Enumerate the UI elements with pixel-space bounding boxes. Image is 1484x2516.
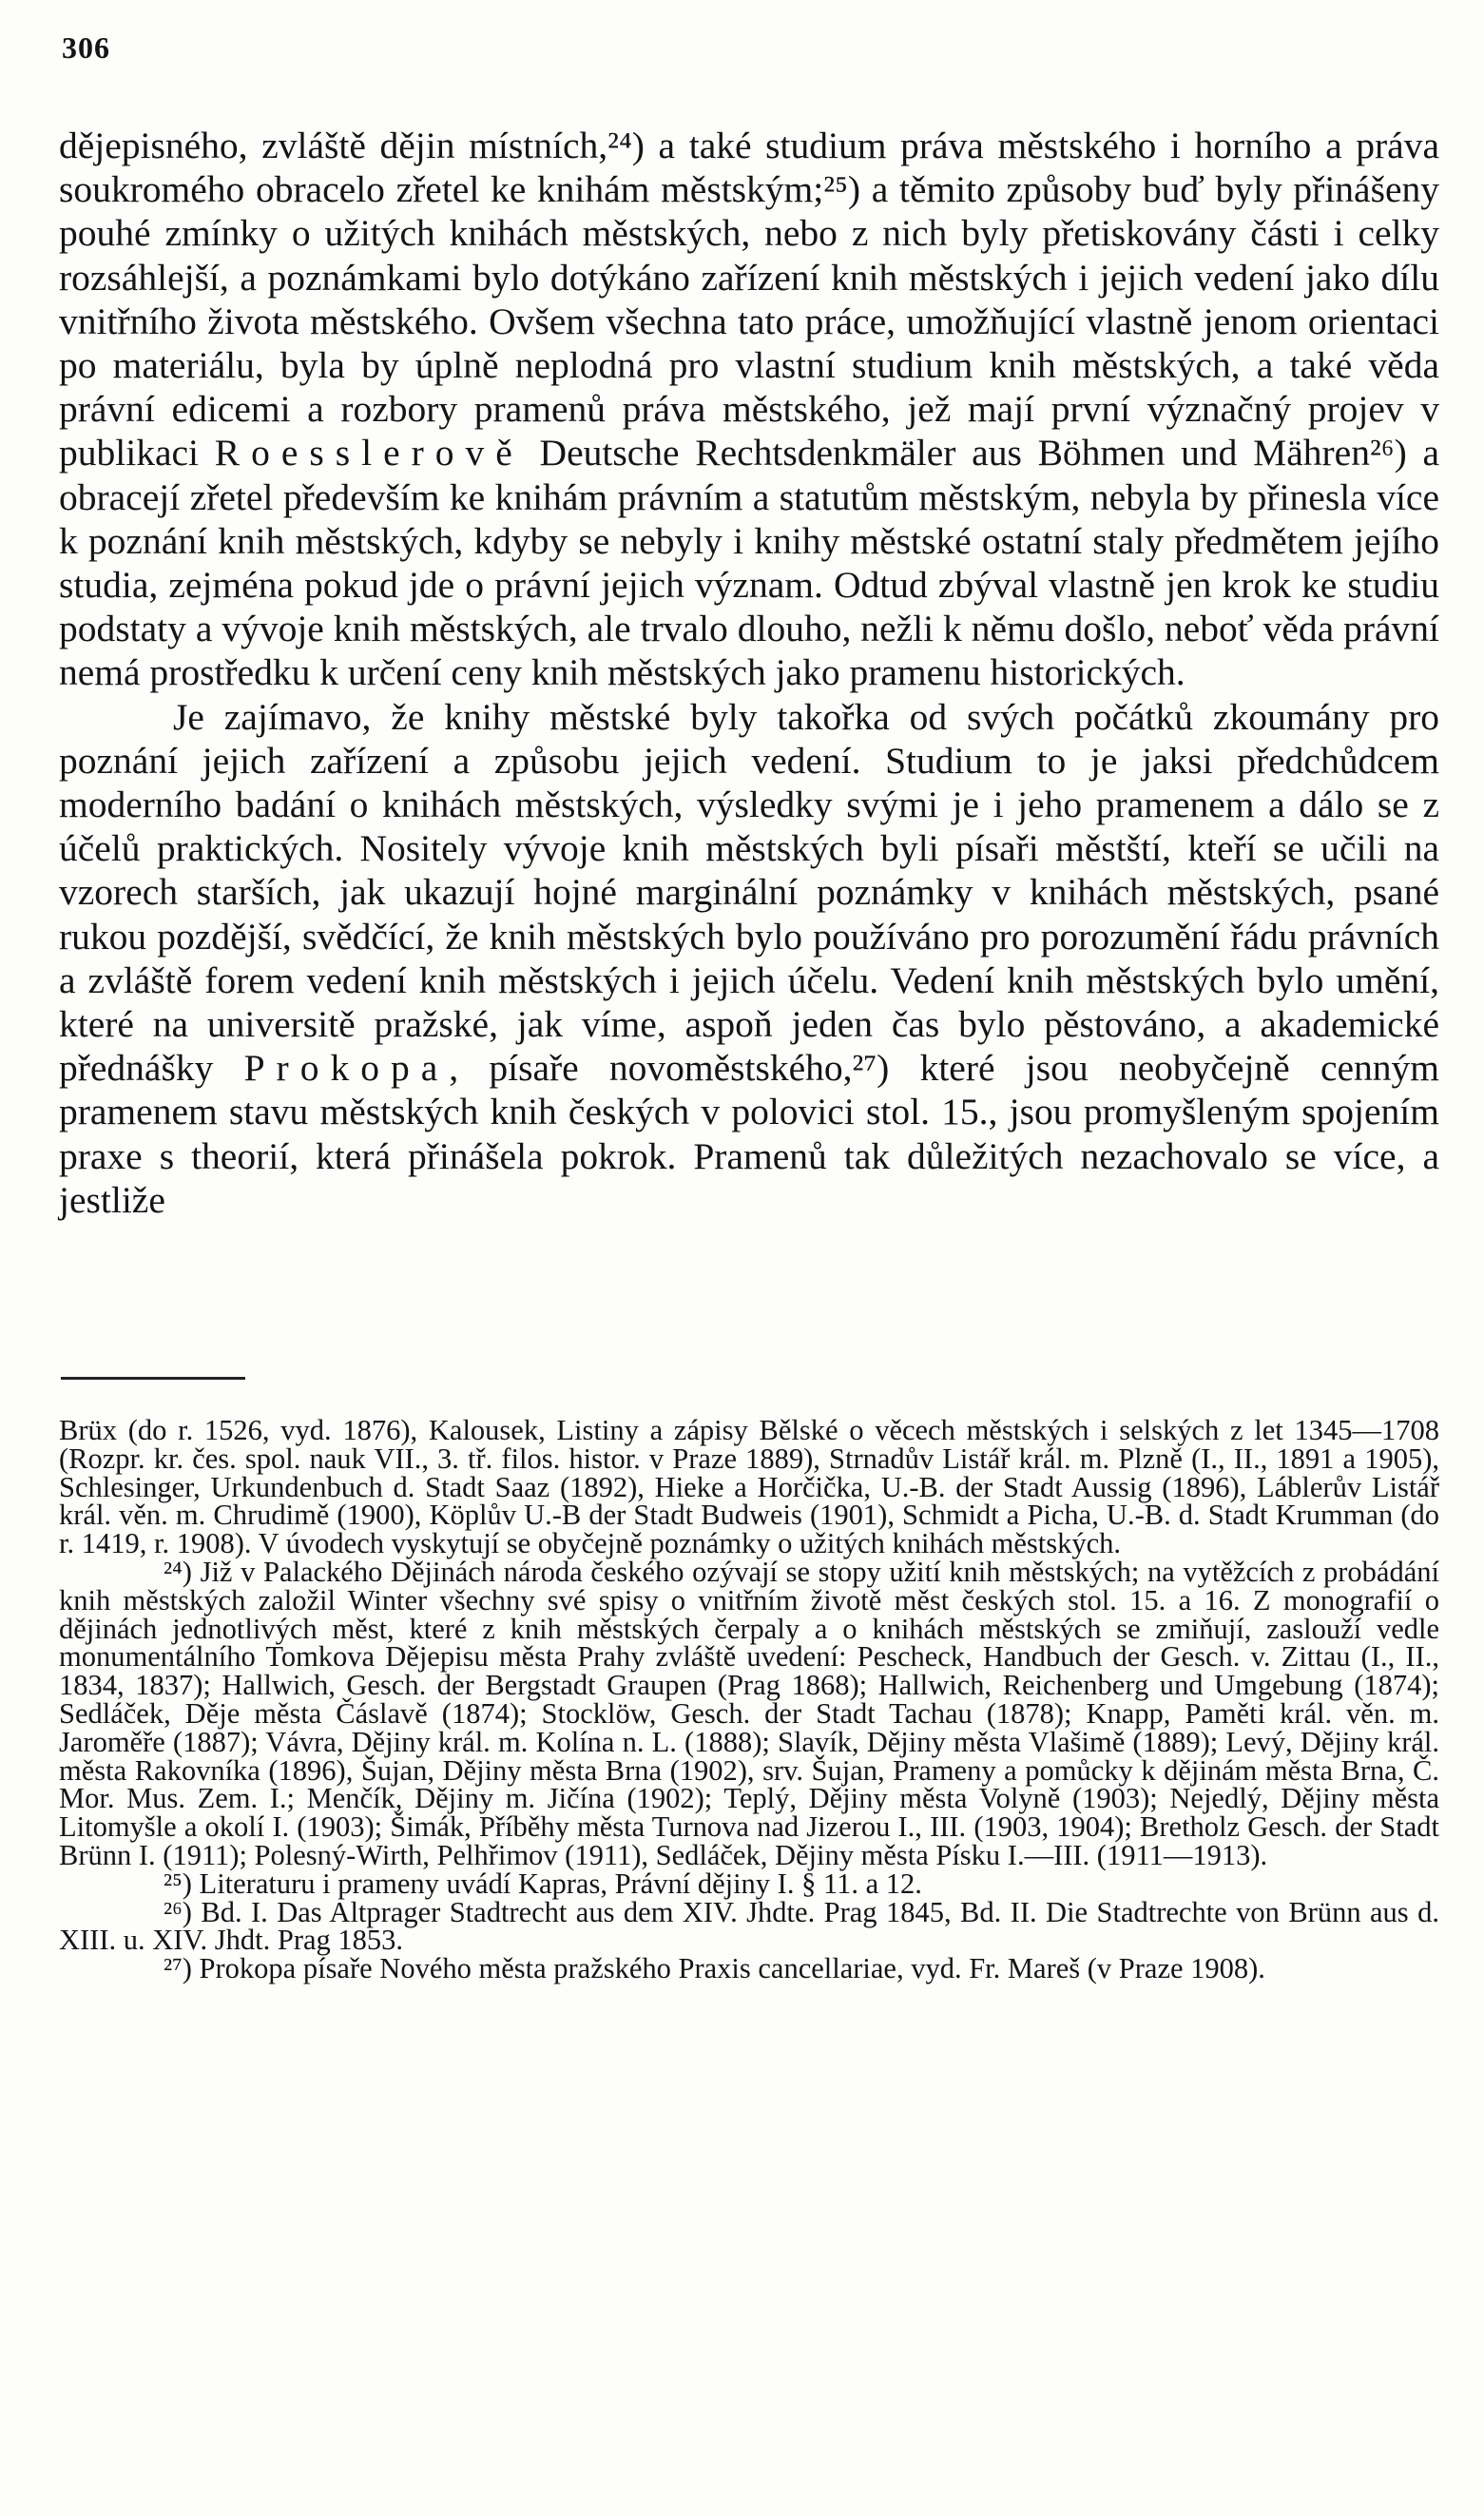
paragraph-1 [59, 124, 1439, 695]
footnote-continuation: Brüx (do r. 1526, vyd. 1876), Kalousek, Listiny a zápisy Bělské o věcech městských i selských z let 1345—1708 (Rozpr. kr. čes. spol. nauk VII., 3. tř. filos. histor. v Praze 1889), Strnadův Listář král. m. Plzně (I., II., 1891 a 1905), Schlesinger, Urkundenbuch d. Stadt Saaz (1892), Hieke a Horčička, U.-B. der Stadt Aussig (1896), Láblerův Listář král. věn. m. Chrudimě (1900), Köplův U.-B der Stadt Budweis (1901), Schmidt a Picha, U.-B. d. Stadt Krumman (do r. 1419, r. 1908). V úvodech vyskytují se obyčejně poznámky o užitých knihách městských. [59, 1414, 1439, 1560]
footnote-24: ²⁴) Již v Palackého Dějinách národa českého ozývají se stopy užití knih městských; na vytěžcích z probádání knih městských založil Winter všechny své spisy o vnitřním životě měst českých stol. 15. a 16. Z monografií o dějinách jednotlivých měst, které z knih městských čerpaly a o knihách městských se zmiňují, zaslouží vedle monumentálního Tomkova Dějepisu města Prahy zvláště uvedení: Pescheck, Handbuch der Gesch. v. Zittau (I., II., 1834, 1837); Hallwich, Gesch. der Bergstadt Graupen (Prag 1868); Hallwich, Reichenberg und Umgebung (1874); Sedláček, Děje města Čáslavě (1874); Stocklöw, Gesch. der Stadt Tachau (1878); Knapp, Paměti král. věn. m. Jaroměře (1887); Vávra, Dějiny král. m. Kolína n. L. (1888); Slavík, Dějiny města Vlašimě (1889); Levý, Dějiny král. města Rakovníka (1896), Šujan, Dějiny města Brna (1902), srv. Šujan, Prameny a pomůcky k dějinám města Brna, Č. Mor. Mus. Zem. I.; Menčík, Dějiny m. Jičína (1902); Teplý, Dějiny města Volyně (1903); Nejedlý, Dějiny města Litomyšle a okolí I. (1903); Šimák, Příběhy města Turnova nad Jizerou I., III. (1903, 1904); Bretholz Gesch. der Stadt Brünn I. (1911); Polesný-Wirth, Pelhřimov (1911), Sedláček, Dějiny města Písku I.—III. (1911—1913). [59, 1555, 1439, 1871]
footnote-separator [61, 1377, 245, 1380]
footnotes [59, 1414, 1439, 1985]
paragraph-1-rest: Deutsche Rechtsdenkmäler aus Böhmen und Mähren²⁶) a obracejí zřetel především ke knihám právním a statutům městským, nebyla by přinesla více k poznání knih městských, kdyby se nebyly i knihy městské ostatní staly předmětem jejího studia, zejména pokud jde o právní jejich význam. Odtud zbýval vlastně jen krok ke studiu podstaty a vývoje knih městských, ale trvalo dlouho, nežli k němu došlo, neboť věda právní nemá prostředku k určení ceny knih městských jako pramenu historických. [59, 432, 1439, 694]
spaced-name-prokop: Prokopa [243, 1047, 450, 1090]
paragraph-2 [59, 695, 1439, 1222]
spaced-name-roessler: Roesslerově [214, 432, 524, 474]
page-number: 306 [62, 30, 110, 65]
footnote-27: ²⁷) Prokopa písaře Nového města pražského Praxis cancellariae, vyd. Fr. Mareš (v Praze 1908). [164, 1952, 1265, 1985]
paragraph-2-rest: , písaře novoměstského,²⁷) které jsou neobyčejně cenným pramenem stavu městských knih českých v polovici stol. 15., jsou promyšleným spojením praxe s theorií, která přinášela pokrok. Pramenů tak důležitých nezachovalo se více, a jestliže [59, 1047, 1439, 1221]
footnote-25: ²⁵) Literaturu i prameny uvádí Kapras, Právní dějiny I. § 11. a 12. [164, 1867, 922, 1900]
paragraph-1-text: dějepisného, zvláště dějin místních,²⁴) a také studium práva městského i horního a práva soukromého obracelo zřetel ke knihám městským;²⁵) a těmito způsoby buď byly přinášeny pouhé zmínky o užitých knihách městských, nebo z nich byly přetiskovány části i celky rozsáhlejší, a poznámkami bylo dotýkáno zařízení knih městských i jejich vedení jako dílu vnitřního života městského. Ovšem všechna tato práce, umožňující vlastně jenom orientaci po materiálu, byla by úplně neplodná pro vlastní studium knih městských, a také věda právní edicemi a rozbory pramenů práva městského, jež mají první význačný projev v publikaci [59, 125, 1439, 474]
paragraph-2-text: Je zajímavo, že knihy městské byly takořka od svých počátků zkoumány pro poznání jejich zařízení a způsobu jejich vedení. Studium to je jaksi předchůdcem moderního badání o knihách městských, výsledky svými je i jeho pramenem a dálo se z účelů praktických. Nositely vývoje knih městských byli písaři městští, kteří se učili na vzorech starších, jak ukazují hojné marginální poznámky v knihách městských, psané rukou pozdější, svědčící, že knih městských bylo používáno pro porozumění řádu právních a zvláště forem vedení knih městských i jejich účelu. Vedení knih městských bylo umění, které na universitě pražské, jak víme, aspoň jeden čas bylo pěstováno, a akademické přednášky [59, 695, 1439, 1090]
main-text [59, 124, 1439, 1222]
footnote-26: ²⁶) Bd. I. Das Altprager Stadtrecht aus dem XIV. Jhdte. Prag 1845, Bd. II. Die Stadtrechte von Brünn aus d. XIII. u. XIV. Jhdt. Prag 1853. [59, 1895, 1439, 1957]
